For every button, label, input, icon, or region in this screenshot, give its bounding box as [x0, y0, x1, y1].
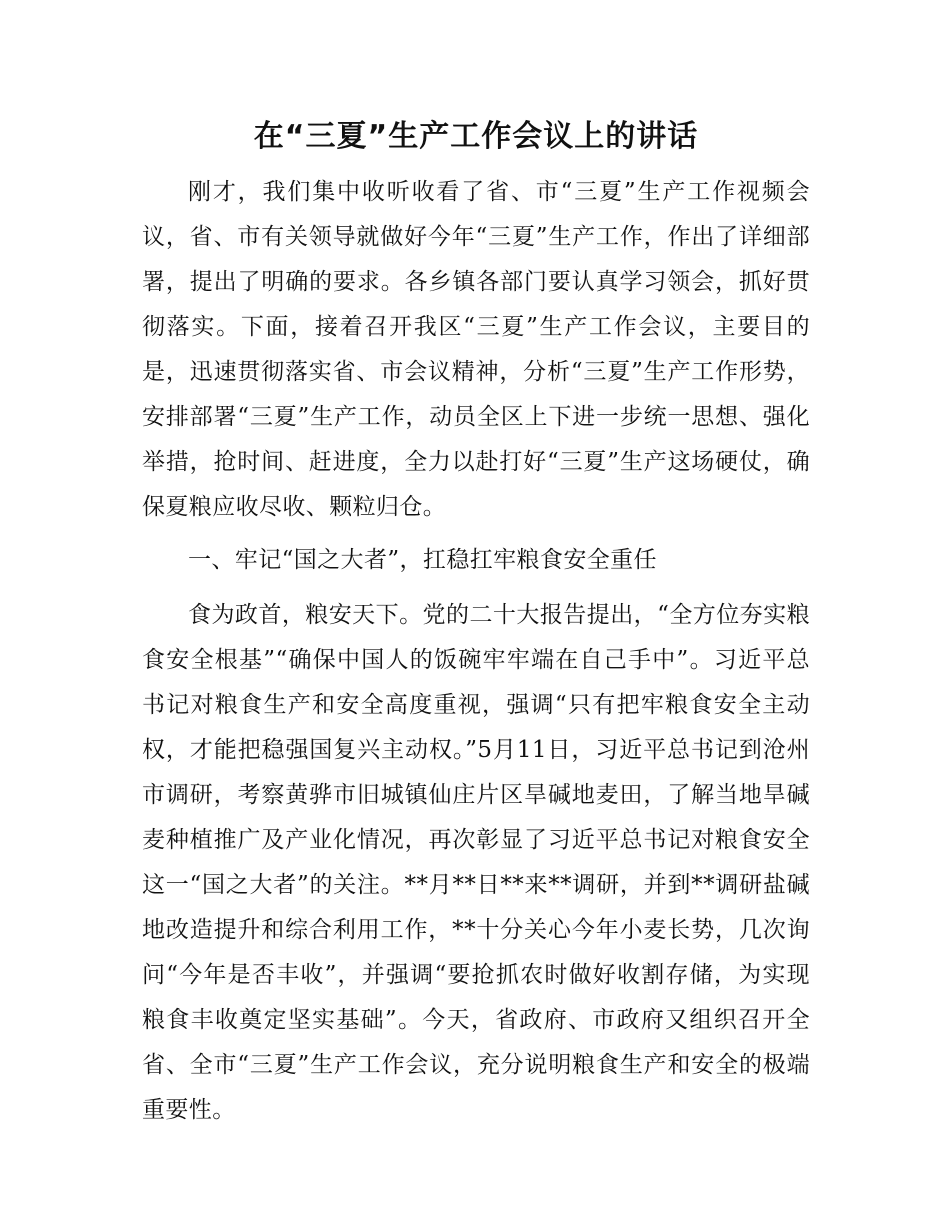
- document-title: 在“三夏”生产工作会议上的讲话: [253, 119, 699, 154]
- document-body: [142, 112, 810, 1133]
- section-one-paragraph: 食为政首，粮安天下。党的二十大报告提出，“全方位夯实粮食安全根基”“确保中国人的饭碗牢牢端在自己手中”。习近平总书记对粮食生产和安全高度重视，强调“只有把牢粮食安全主动权，才能把稳强国复兴主动权。”5月11日，习近平总书记到沧州市调研，考察黄骅市旧城镇仙庄片区旱碱地麦田，了解当地旱碱麦种植推广及产业化情况，再次彰显了习近平总书记对粮食安全这一“国之大者”的关注。**月**日**来**调研，并到**调研盐碱地改造提升和综合利用工作，**十分关心今年小麦长势，几次询问“今年是否丰收”，并强调“要抢抓农时做好收割存储，为实现粮食丰收奠定坚实基础”。今天，省政府、市政府又组织召开全省、全市“三夏”生产工作会议，充分说明粮食生产和安全的极端重要性。: [142, 602, 810, 1123]
- section-one-heading: 一、牢记“国之大者”，扛稳扛牢粮食安全重任: [188, 547, 657, 573]
- intro-paragraph: 刚才，我们集中收听收看了省、市“三夏”生产工作视频会议，省、市有关领导就做好今年“三夏”生产工作，作出了详细部署，提出了明确的要求。各乡镇各部门要认真学习领会，抓好贯彻落实。下面，接着召开我区“三夏”生产工作会议，主要目的是，迅速贯彻落实省、市会议精神，分析“三夏”生产工作形势，安排部署“三夏”生产工作，动员全区上下进一步统一思想、强化举措，抢时间、赶进度，全力以赴打好“三夏”生产这场硬仗，确保夏粮应收尽收、颗粒归仓。: [142, 179, 810, 520]
